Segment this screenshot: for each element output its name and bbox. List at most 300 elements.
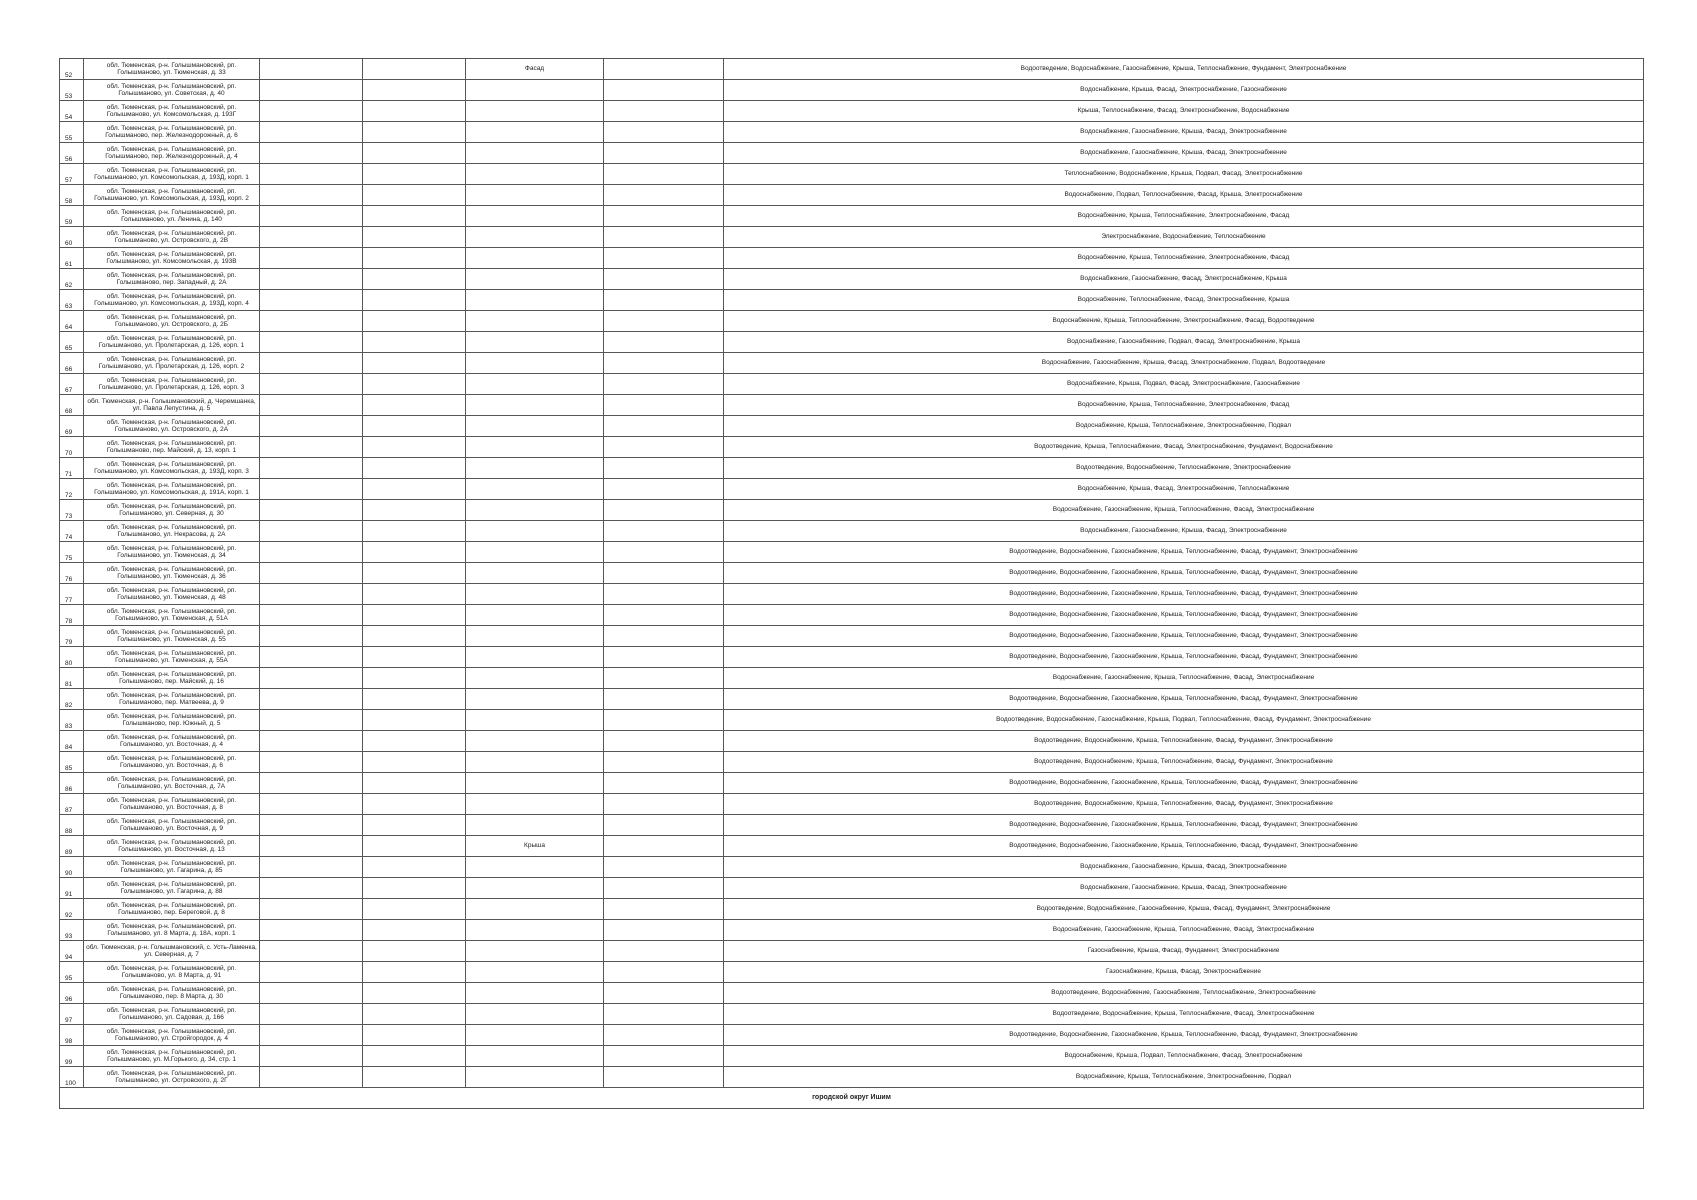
row-number: 58 bbox=[60, 185, 84, 206]
empty-cell bbox=[604, 122, 724, 143]
work-type-cell bbox=[466, 143, 604, 164]
work-type-cell bbox=[466, 920, 604, 941]
table-row bbox=[60, 332, 1644, 353]
works-list-cell: Электроснабжение, Водоснабжение, Теплоснабжение bbox=[724, 227, 1644, 248]
empty-cell bbox=[363, 542, 466, 563]
table-row bbox=[60, 353, 1644, 374]
table-row bbox=[60, 647, 1644, 668]
address-cell: обл. Тюменская, р-н. Голышмановский, рп. Голышманово, ул. М.Горького, д. 34, стр. 1 bbox=[84, 1046, 260, 1067]
table-row bbox=[60, 563, 1644, 584]
table-row bbox=[60, 227, 1644, 248]
empty-cell bbox=[604, 248, 724, 269]
empty-cell bbox=[260, 374, 363, 395]
works-list-cell: Водоснабжение, Газоснабжение, Крыша, Теплоснабжение, Фасад, Электроснабжение bbox=[724, 500, 1644, 521]
works-list-cell: Водоснабжение, Крыша, Теплоснабжение, Электроснабжение, Фасад, Водоотведение bbox=[724, 311, 1644, 332]
table-row bbox=[60, 836, 1644, 857]
section-title: городской округ Ишим bbox=[60, 1088, 1644, 1109]
address-cell: обл. Тюменская, р-н. Голышмановский, рп. Голышманово, пер. Майский, д. 16 bbox=[84, 668, 260, 689]
empty-cell bbox=[363, 878, 466, 899]
address-cell: обл. Тюменская, р-н. Голышмановский, рп. Голышманово, ул. Комсомольская, д. 193Д, корп. 2 bbox=[84, 185, 260, 206]
empty-cell bbox=[260, 668, 363, 689]
empty-cell bbox=[604, 101, 724, 122]
empty-cell bbox=[604, 479, 724, 500]
empty-cell bbox=[363, 437, 466, 458]
row-number: 63 bbox=[60, 290, 84, 311]
empty-cell bbox=[363, 584, 466, 605]
work-type-cell bbox=[466, 542, 604, 563]
works-list-cell: Водоотведение, Водоснабжение, Газоснабжение, Крыша, Теплоснабжение, Фасад, Фундамент, Электроснабжение bbox=[724, 542, 1644, 563]
empty-cell bbox=[260, 731, 363, 752]
empty-cell bbox=[604, 437, 724, 458]
address-cell: обл. Тюменская, р-н. Голышмановский, рп. Голышманово, пер. Железнодорожный, д. 6 bbox=[84, 122, 260, 143]
address-cell: обл. Тюменская, р-н. Голышмановский, рп. Голышманово, пер. Матвеева, д. 9 bbox=[84, 689, 260, 710]
work-type-cell bbox=[466, 332, 604, 353]
row-number: 80 bbox=[60, 647, 84, 668]
works-list-cell: Водоснабжение, Газоснабжение, Крыша, Фасад, Электроснабжение bbox=[724, 857, 1644, 878]
table-row bbox=[60, 164, 1644, 185]
address-cell: обл. Тюменская, р-н. Голышмановский, рп. Голышманово, пер. Южный, д. 5 bbox=[84, 710, 260, 731]
work-type-cell bbox=[466, 416, 604, 437]
empty-cell bbox=[363, 815, 466, 836]
empty-cell bbox=[260, 1067, 363, 1088]
works-list-cell: Водоотведение, Водоснабжение, Крыша, Теплоснабжение, Фасад, Фундамент, Электроснабжение bbox=[724, 794, 1644, 815]
row-number: 64 bbox=[60, 311, 84, 332]
address-cell: обл. Тюменская, р-н. Голышмановский, с. Усть-Ламенка, ул. Северная, д. 7 bbox=[84, 941, 260, 962]
empty-cell bbox=[604, 626, 724, 647]
empty-cell bbox=[604, 185, 724, 206]
works-list-cell: Водоотведение, Водоснабжение, Теплоснабжение, Электроснабжение bbox=[724, 458, 1644, 479]
empty-cell bbox=[260, 647, 363, 668]
row-number: 93 bbox=[60, 920, 84, 941]
row-number: 75 bbox=[60, 542, 84, 563]
work-type-cell bbox=[466, 1046, 604, 1067]
empty-cell bbox=[604, 80, 724, 101]
row-number: 90 bbox=[60, 857, 84, 878]
row-number: 91 bbox=[60, 878, 84, 899]
works-list-cell: Водоснабжение, Крыша, Теплоснабжение, Электроснабжение, Фасад bbox=[724, 248, 1644, 269]
empty-cell bbox=[604, 332, 724, 353]
work-type-cell bbox=[466, 689, 604, 710]
empty-cell bbox=[363, 647, 466, 668]
empty-cell bbox=[260, 815, 363, 836]
work-type-cell bbox=[466, 773, 604, 794]
row-number: 74 bbox=[60, 521, 84, 542]
empty-cell bbox=[604, 857, 724, 878]
address-cell: обл. Тюменская, р-н. Голышмановский, д. Черемшанка, ул. Павла Лепустина, д. 5 bbox=[84, 395, 260, 416]
work-type-cell bbox=[466, 395, 604, 416]
row-number: 77 bbox=[60, 584, 84, 605]
address-cell: обл. Тюменская, р-н. Голышмановский, рп. Голышманово, ул. Тюменская, д. 55 bbox=[84, 626, 260, 647]
empty-cell bbox=[260, 1025, 363, 1046]
work-type-cell bbox=[466, 458, 604, 479]
table-row bbox=[60, 584, 1644, 605]
empty-cell bbox=[363, 605, 466, 626]
address-cell: обл. Тюменская, р-н. Голышмановский, рп. Голышманово, ул. Тюменская, д. 55А bbox=[84, 647, 260, 668]
empty-cell bbox=[363, 101, 466, 122]
empty-cell bbox=[363, 458, 466, 479]
empty-cell bbox=[260, 542, 363, 563]
row-number: 52 bbox=[60, 59, 84, 80]
empty-cell bbox=[260, 605, 363, 626]
table-body bbox=[60, 59, 1644, 1109]
work-type-cell bbox=[466, 206, 604, 227]
address-cell: обл. Тюменская, р-н. Голышмановский, рп. Голышманово, ул. Стройгородок, д. 4 bbox=[84, 1025, 260, 1046]
works-list-cell: Водоснабжение, Крыша, Подвал, Теплоснабжение, Фасад, Электроснабжение bbox=[724, 1046, 1644, 1067]
empty-cell bbox=[363, 1025, 466, 1046]
works-list-cell: Водоотведение, Водоснабжение, Газоснабжение, Крыша, Фасад, Фундамент, Электроснабжение bbox=[724, 899, 1644, 920]
row-number: 89 bbox=[60, 836, 84, 857]
works-list-cell: Водоотведение, Водоснабжение, Крыша, Теплоснабжение, Фасад, Электроснабжение bbox=[724, 1004, 1644, 1025]
table-row bbox=[60, 941, 1644, 962]
empty-cell bbox=[363, 59, 466, 80]
row-number: 83 bbox=[60, 710, 84, 731]
empty-cell bbox=[363, 185, 466, 206]
works-list-cell: Крыша, Теплоснабжение, Фасад, Электроснабжение, Водоснабжение bbox=[724, 101, 1644, 122]
empty-cell bbox=[260, 227, 363, 248]
empty-cell bbox=[604, 584, 724, 605]
works-list-cell: Водоотведение, Водоснабжение, Газоснабжение, Крыша, Теплоснабжение, Фасад, Фундамент, Электроснабжение bbox=[724, 626, 1644, 647]
row-number: 78 bbox=[60, 605, 84, 626]
empty-cell bbox=[260, 584, 363, 605]
empty-cell bbox=[260, 248, 363, 269]
section-row bbox=[60, 1088, 1644, 1109]
empty-cell bbox=[260, 122, 363, 143]
row-number: 100 bbox=[60, 1067, 84, 1088]
empty-cell bbox=[363, 689, 466, 710]
table-row bbox=[60, 731, 1644, 752]
row-number: 79 bbox=[60, 626, 84, 647]
empty-cell bbox=[260, 353, 363, 374]
works-list-cell: Теплоснабжение, Водоснабжение, Крыша, Подвал, Фасад, Электроснабжение bbox=[724, 164, 1644, 185]
table-row bbox=[60, 248, 1644, 269]
row-number: 76 bbox=[60, 563, 84, 584]
empty-cell bbox=[363, 164, 466, 185]
work-type-cell bbox=[466, 899, 604, 920]
table-row bbox=[60, 122, 1644, 143]
table-row bbox=[60, 983, 1644, 1004]
empty-cell bbox=[363, 374, 466, 395]
work-type-cell bbox=[466, 80, 604, 101]
table-row bbox=[60, 899, 1644, 920]
table-row bbox=[60, 920, 1644, 941]
empty-cell bbox=[604, 899, 724, 920]
empty-cell bbox=[260, 458, 363, 479]
work-type-cell bbox=[466, 878, 604, 899]
empty-cell bbox=[363, 857, 466, 878]
empty-cell bbox=[604, 815, 724, 836]
address-cell: обл. Тюменская, р-н. Голышмановский, рп. Голышманово, ул. Комсомольская, д. 193В bbox=[84, 248, 260, 269]
empty-cell bbox=[260, 206, 363, 227]
table-row bbox=[60, 710, 1644, 731]
empty-cell bbox=[604, 143, 724, 164]
address-cell: обл. Тюменская, р-н. Голышмановский, рп. Голышманово, пер. Западный, д. 2А bbox=[84, 269, 260, 290]
address-cell: обл. Тюменская, р-н. Голышмановский, рп. Голышманово, ул. 8 Марта, д. 91 bbox=[84, 962, 260, 983]
address-cell: обл. Тюменская, р-н. Голышмановский, рп. Голышманово, ул. Восточная, д. 13 bbox=[84, 836, 260, 857]
empty-cell bbox=[604, 1025, 724, 1046]
address-cell: обл. Тюменская, р-н. Голышмановский, рп. Голышманово, ул. Гагарина, д. 85 bbox=[84, 857, 260, 878]
empty-cell bbox=[604, 878, 724, 899]
address-cell: обл. Тюменская, р-н. Голышмановский, рп. Голышманово, ул. Островского, д. 2Г bbox=[84, 1067, 260, 1088]
empty-cell bbox=[604, 647, 724, 668]
table-row bbox=[60, 605, 1644, 626]
row-number: 97 bbox=[60, 1004, 84, 1025]
table-row bbox=[60, 878, 1644, 899]
empty-cell bbox=[260, 752, 363, 773]
row-number: 67 bbox=[60, 374, 84, 395]
work-type-cell bbox=[466, 290, 604, 311]
empty-cell bbox=[363, 668, 466, 689]
empty-cell bbox=[260, 773, 363, 794]
work-type-cell bbox=[466, 185, 604, 206]
table-row bbox=[60, 101, 1644, 122]
work-type-cell: Крыша bbox=[466, 836, 604, 857]
empty-cell bbox=[260, 1046, 363, 1067]
empty-cell bbox=[363, 794, 466, 815]
work-type-cell bbox=[466, 374, 604, 395]
empty-cell bbox=[363, 290, 466, 311]
empty-cell bbox=[363, 920, 466, 941]
empty-cell bbox=[604, 689, 724, 710]
work-type-cell bbox=[466, 941, 604, 962]
works-list-cell: Водоснабжение, Крыша, Теплоснабжение, Электроснабжение, Фасад bbox=[724, 206, 1644, 227]
table-row bbox=[60, 500, 1644, 521]
works-list-cell: Водоотведение, Водоснабжение, Газоснабжение, Крыша, Теплоснабжение, Фасад, Фундамент, Электроснабжение bbox=[724, 689, 1644, 710]
empty-cell bbox=[604, 521, 724, 542]
work-type-cell bbox=[466, 983, 604, 1004]
address-cell: обл. Тюменская, р-н. Голышмановский, рп. Голышманово, ул. Пролетарская, д. 126, корп. 3 bbox=[84, 374, 260, 395]
empty-cell bbox=[260, 59, 363, 80]
empty-cell bbox=[604, 962, 724, 983]
address-cell: обл. Тюменская, р-н. Голышмановский, рп. Голышманово, ул. Комсомольская, д. 191А, корп. 1 bbox=[84, 479, 260, 500]
empty-cell bbox=[363, 521, 466, 542]
empty-cell bbox=[604, 983, 724, 1004]
empty-cell bbox=[363, 626, 466, 647]
empty-cell bbox=[604, 752, 724, 773]
table-row bbox=[60, 458, 1644, 479]
row-number: 68 bbox=[60, 395, 84, 416]
table-row bbox=[60, 668, 1644, 689]
works-list-cell: Водоснабжение, Газоснабжение, Крыша, Фасад, Электроснабжение, Подвал, Водоотведение bbox=[724, 353, 1644, 374]
address-cell: обл. Тюменская, р-н. Голышмановский, рп. Голышманово, ул. Пролетарская, д. 126, корп. 1 bbox=[84, 332, 260, 353]
table-row bbox=[60, 626, 1644, 647]
address-cell: обл. Тюменская, р-н. Голышмановский, рп. Голышманово, ул. Комсомольская, д. 193Г bbox=[84, 101, 260, 122]
works-list-cell: Водоснабжение, Газоснабжение, Крыша, Фасад, Электроснабжение bbox=[724, 521, 1644, 542]
row-number: 60 bbox=[60, 227, 84, 248]
address-cell: обл. Тюменская, р-н. Голышмановский, рп. Голышманово, пер. Береговой, д. 8 bbox=[84, 899, 260, 920]
work-type-cell bbox=[466, 101, 604, 122]
address-cell: обл. Тюменская, р-н. Голышмановский, рп. Голышманово, ул. Островского, д. 2А bbox=[84, 416, 260, 437]
address-cell: обл. Тюменская, р-н. Голышмановский, рп. Голышманово, ул. Тюменская, д. 48 bbox=[84, 584, 260, 605]
row-number: 95 bbox=[60, 962, 84, 983]
work-type-cell bbox=[466, 311, 604, 332]
work-type-cell bbox=[466, 668, 604, 689]
empty-cell bbox=[604, 1004, 724, 1025]
empty-cell bbox=[363, 122, 466, 143]
empty-cell bbox=[260, 521, 363, 542]
work-type-cell bbox=[466, 731, 604, 752]
work-type-cell bbox=[466, 500, 604, 521]
address-cell: обл. Тюменская, р-н. Голышмановский, рп. Голышманово, ул. Восточная, д. 6 bbox=[84, 752, 260, 773]
works-list-cell: Водоотведение, Водоснабжение, Газоснабжение, Крыша, Теплоснабжение, Фасад, Фундамент, Электроснабжение bbox=[724, 605, 1644, 626]
row-number: 82 bbox=[60, 689, 84, 710]
empty-cell bbox=[604, 353, 724, 374]
empty-cell bbox=[363, 479, 466, 500]
empty-cell bbox=[363, 332, 466, 353]
empty-cell bbox=[604, 227, 724, 248]
address-cell: обл. Тюменская, р-н. Голышмановский, рп. Голышманово, ул. Тюменская, д. 36 bbox=[84, 563, 260, 584]
row-number: 56 bbox=[60, 143, 84, 164]
work-type-cell bbox=[466, 815, 604, 836]
address-cell: обл. Тюменская, р-н. Голышмановский, рп. Голышманово, ул. Восточная, д. 8 bbox=[84, 794, 260, 815]
empty-cell bbox=[363, 248, 466, 269]
table-row bbox=[60, 269, 1644, 290]
works-list-cell: Водоотведение, Водоснабжение, Газоснабжение, Крыша, Теплоснабжение, Фасад, Фундамент, Электроснабжение bbox=[724, 773, 1644, 794]
empty-cell bbox=[604, 941, 724, 962]
works-list-cell: Водоотведение, Водоснабжение, Газоснабжение, Крыша, Теплоснабжение, Фундамент, Электроснабжение bbox=[724, 59, 1644, 80]
empty-cell bbox=[604, 605, 724, 626]
row-number: 53 bbox=[60, 80, 84, 101]
empty-cell bbox=[260, 416, 363, 437]
empty-cell bbox=[363, 773, 466, 794]
empty-cell bbox=[604, 416, 724, 437]
empty-cell bbox=[363, 836, 466, 857]
table-row bbox=[60, 374, 1644, 395]
works-list-cell: Водоотведение, Водоснабжение, Газоснабжение, Крыша, Теплоснабжение, Фасад, Фундамент, Электроснабжение bbox=[724, 836, 1644, 857]
empty-cell bbox=[363, 269, 466, 290]
empty-cell bbox=[604, 1046, 724, 1067]
row-number: 86 bbox=[60, 773, 84, 794]
table-row bbox=[60, 206, 1644, 227]
empty-cell bbox=[604, 500, 724, 521]
row-number: 70 bbox=[60, 437, 84, 458]
empty-cell bbox=[260, 794, 363, 815]
capital-repair-table bbox=[59, 58, 1644, 1109]
works-list-cell: Газоснабжение, Крыша, Фасад, Фундамент, Электроснабжение bbox=[724, 941, 1644, 962]
address-cell: обл. Тюменская, р-н. Голышмановский, рп. Голышманово, пер. 8 Марта, д. 30 bbox=[84, 983, 260, 1004]
empty-cell bbox=[363, 500, 466, 521]
table-row bbox=[60, 857, 1644, 878]
works-list-cell: Водоотведение, Водоснабжение, Газоснабжение, Крыша, Теплоснабжение, Фасад, Фундамент, Электроснабжение bbox=[724, 563, 1644, 584]
works-list-cell: Водоснабжение, Крыша, Теплоснабжение, Электроснабжение, Подвал bbox=[724, 1067, 1644, 1088]
row-number: 73 bbox=[60, 500, 84, 521]
address-cell: обл. Тюменская, р-н. Голышмановский, рп. Голышманово, ул. Восточная, д. 9 bbox=[84, 815, 260, 836]
works-list-cell: Водоснабжение, Теплоснабжение, Фасад, Электроснабжение, Крыша bbox=[724, 290, 1644, 311]
row-number: 84 bbox=[60, 731, 84, 752]
works-list-cell: Водоснабжение, Газоснабжение, Крыша, Теплоснабжение, Фасад, Электроснабжение bbox=[724, 668, 1644, 689]
empty-cell bbox=[363, 395, 466, 416]
empty-cell bbox=[604, 563, 724, 584]
empty-cell bbox=[260, 563, 363, 584]
work-type-cell: Фасад bbox=[466, 59, 604, 80]
empty-cell bbox=[363, 1067, 466, 1088]
row-number: 72 bbox=[60, 479, 84, 500]
empty-cell bbox=[260, 878, 363, 899]
empty-cell bbox=[260, 962, 363, 983]
table-row bbox=[60, 1004, 1644, 1025]
empty-cell bbox=[260, 290, 363, 311]
works-list-cell: Водоснабжение, Газоснабжение, Крыша, Фасад, Электроснабжение bbox=[724, 122, 1644, 143]
works-list-cell: Водоснабжение, Газоснабжение, Подвал, Фасад, Электроснабжение, Крыша bbox=[724, 332, 1644, 353]
empty-cell bbox=[604, 920, 724, 941]
empty-cell bbox=[604, 59, 724, 80]
work-type-cell bbox=[466, 248, 604, 269]
empty-cell bbox=[363, 962, 466, 983]
empty-cell bbox=[604, 836, 724, 857]
empty-cell bbox=[260, 479, 363, 500]
empty-cell bbox=[260, 899, 363, 920]
works-list-cell: Водоотведение, Водоснабжение, Крыша, Теплоснабжение, Фасад, Фундамент, Электроснабжение bbox=[724, 731, 1644, 752]
table-row bbox=[60, 59, 1644, 80]
row-number: 55 bbox=[60, 122, 84, 143]
empty-cell bbox=[260, 710, 363, 731]
empty-cell bbox=[363, 752, 466, 773]
row-number: 69 bbox=[60, 416, 84, 437]
empty-cell bbox=[260, 311, 363, 332]
works-list-cell: Водоснабжение, Крыша, Теплоснабжение, Электроснабжение, Фасад bbox=[724, 395, 1644, 416]
row-number: 65 bbox=[60, 332, 84, 353]
table-row bbox=[60, 752, 1644, 773]
empty-cell bbox=[260, 626, 363, 647]
works-list-cell: Водоотведение, Крыша, Теплоснабжение, Фасад, Электроснабжение, Фундамент, Водоснабжение bbox=[724, 437, 1644, 458]
work-type-cell bbox=[466, 437, 604, 458]
row-number: 66 bbox=[60, 353, 84, 374]
address-cell: обл. Тюменская, р-н. Голышмановский, рп. Голышманово, ул. Восточная, д. 4 bbox=[84, 731, 260, 752]
table-row bbox=[60, 794, 1644, 815]
empty-cell bbox=[604, 773, 724, 794]
table-row bbox=[60, 689, 1644, 710]
row-number: 94 bbox=[60, 941, 84, 962]
empty-cell bbox=[260, 395, 363, 416]
work-type-cell bbox=[466, 647, 604, 668]
table-row bbox=[60, 962, 1644, 983]
row-number: 62 bbox=[60, 269, 84, 290]
empty-cell bbox=[260, 941, 363, 962]
empty-cell bbox=[363, 143, 466, 164]
row-number: 71 bbox=[60, 458, 84, 479]
address-cell: обл. Тюменская, р-н. Голышмановский, рп. Голышманово, ул. Садовая, д. 166 bbox=[84, 1004, 260, 1025]
empty-cell bbox=[260, 983, 363, 1004]
address-cell: обл. Тюменская, р-н. Голышмановский, рп. Голышманово, ул. Комсомольская, д. 193Д, корп. 3 bbox=[84, 458, 260, 479]
empty-cell bbox=[260, 80, 363, 101]
work-type-cell bbox=[466, 122, 604, 143]
empty-cell bbox=[363, 80, 466, 101]
works-list-cell: Водоснабжение, Газоснабжение, Фасад, Электроснабжение, Крыша bbox=[724, 269, 1644, 290]
row-number: 54 bbox=[60, 101, 84, 122]
works-list-cell: Водоотведение, Водоснабжение, Газоснабжение, Крыша, Теплоснабжение, Фасад, Фундамент, Электроснабжение bbox=[724, 584, 1644, 605]
work-type-cell bbox=[466, 164, 604, 185]
table-row bbox=[60, 311, 1644, 332]
row-number: 61 bbox=[60, 248, 84, 269]
empty-cell bbox=[604, 1067, 724, 1088]
work-type-cell bbox=[466, 1004, 604, 1025]
table-row bbox=[60, 437, 1644, 458]
empty-cell bbox=[604, 206, 724, 227]
address-cell: обл. Тюменская, р-н. Голышмановский, рп. Голышманово, ул. Ленина, д. 140 bbox=[84, 206, 260, 227]
empty-cell bbox=[363, 416, 466, 437]
works-list-cell: Водоотведение, Водоснабжение, Газоснабжение, Крыша, Теплоснабжение, Фасад, Фундамент, Электроснабжение bbox=[724, 647, 1644, 668]
works-list-cell: Водоснабжение, Газоснабжение, Крыша, Фасад, Электроснабжение bbox=[724, 878, 1644, 899]
work-type-cell bbox=[466, 353, 604, 374]
empty-cell bbox=[363, 563, 466, 584]
table-row bbox=[60, 542, 1644, 563]
empty-cell bbox=[363, 941, 466, 962]
row-number: 81 bbox=[60, 668, 84, 689]
work-type-cell bbox=[466, 794, 604, 815]
work-type-cell bbox=[466, 521, 604, 542]
empty-cell bbox=[260, 920, 363, 941]
empty-cell bbox=[604, 164, 724, 185]
work-type-cell bbox=[466, 563, 604, 584]
